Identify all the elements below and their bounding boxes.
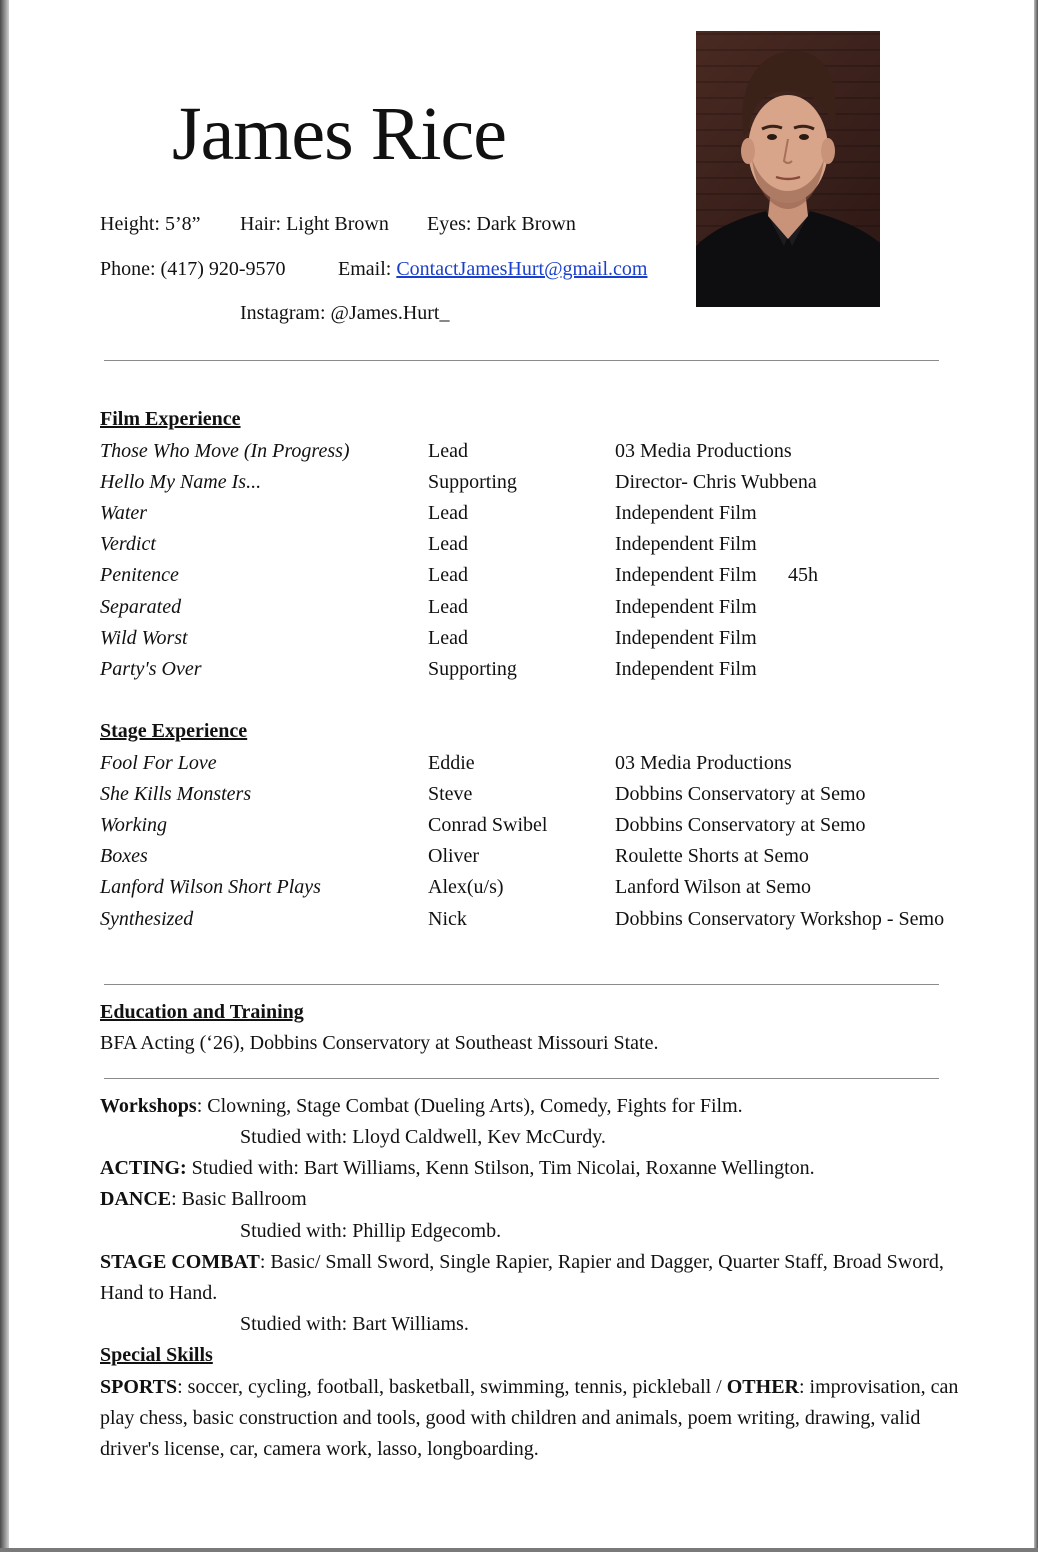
film-company: Director- Chris Wubbena (615, 471, 817, 493)
combat-line (100, 1247, 944, 1278)
eyes-info: Eyes: Dark Brown (427, 213, 576, 235)
dance-text: : Basic Ballroom (171, 1188, 307, 1210)
film-role: Lead (428, 440, 468, 462)
film-company: 03 Media Productions (615, 440, 792, 462)
stage-company: Lanford Wilson at Semo (615, 876, 812, 898)
phone-info: Phone: (417) 920-9570 (100, 258, 286, 280)
page-edge-bottom (0, 1548, 1038, 1552)
film-role: Supporting (428, 658, 517, 680)
combat-text: : Basic/ Small Sword, Single Rapier, Rapier and Dagger, Quarter Staff, Broad Sword, (259, 1251, 944, 1273)
combat-studied: Studied with: Bart Williams. (240, 1313, 469, 1335)
film-role: Lead (428, 627, 468, 649)
film-role: Supporting (428, 471, 517, 493)
workshops-text: : Clowning, Stage Combat (Dueling Arts), Comedy, Fights for Film. (196, 1095, 743, 1117)
stage-row (100, 843, 960, 874)
email-label: Email: (338, 258, 392, 280)
stage-role: Alex(u/s) (428, 876, 504, 898)
stage-row (100, 812, 960, 843)
film-role: Lead (428, 533, 468, 555)
film-role: Lead (428, 564, 468, 586)
stage-row (100, 750, 960, 781)
stage-title: Lanford Wilson Short Plays (100, 876, 321, 898)
stage-title: Fool For Love (100, 752, 217, 774)
acting-label: ACTING: (100, 1157, 187, 1179)
stage-role: Eddie (428, 752, 475, 774)
film-row (100, 531, 960, 562)
film-role: Lead (428, 502, 468, 524)
film-company: Independent Film (615, 658, 757, 680)
film-extra: 45h (788, 564, 818, 586)
combat-line-2: Hand to Hand. (100, 1282, 218, 1304)
film-company: Independent Film (615, 502, 757, 524)
stage-row (100, 874, 960, 905)
acting-text: Studied with: Bart Williams, Kenn Stilson, Tim Nicolai, Roxanne Wellington. (186, 1157, 815, 1179)
skills-line-1 (100, 1372, 958, 1403)
skills-line-3: driver's license, car, camera work, lasso, longboarding. (100, 1438, 539, 1460)
film-title: Wild Worst (100, 627, 188, 649)
stage-company: 03 Media Productions (615, 752, 792, 774)
stage-company: Dobbins Conservatory at Semo (615, 814, 866, 836)
acting-line (100, 1153, 815, 1184)
resume-name: James Rice (172, 92, 507, 176)
education-degree: BFA Acting (‘26), Dobbins Conservatory at Southeast Missouri State. (100, 1032, 659, 1054)
film-company: Independent Film (615, 533, 757, 555)
stage-title: She Kills Monsters (100, 783, 252, 805)
stage-role: Conrad Swibel (428, 814, 548, 836)
email-link[interactable]: ContactJamesHurt@gmail.com (396, 258, 648, 280)
skills-line-2: play chess, basic construction and tools, good with children and animals, poem writing, drawing, valid (100, 1407, 921, 1429)
divider-middle (104, 984, 939, 985)
film-row (100, 438, 960, 469)
stage-role: Oliver (428, 845, 480, 867)
dance-label: DANCE (100, 1188, 172, 1210)
email-info (338, 257, 647, 281)
dance-studied: Studied with: Phillip Edgecomb. (240, 1220, 502, 1242)
stage-title: Synthesized (100, 908, 194, 930)
sports-text: : soccer, cycling, football, basketball, swimming, tennis, pickleball / (177, 1376, 727, 1398)
education-section-title: Education and Training (100, 1001, 304, 1023)
page-edge-right (1034, 0, 1038, 1552)
film-row (100, 500, 960, 531)
headshot-illustration (696, 31, 880, 307)
divider-top (104, 360, 939, 361)
workshops-label: Workshops (100, 1095, 197, 1117)
film-title: Separated (100, 596, 182, 618)
film-row (100, 656, 960, 687)
sports-label: SPORTS (100, 1376, 178, 1398)
other-text: : improvisation, can (799, 1376, 959, 1398)
height-info: Height: 5’8” (100, 213, 201, 235)
film-section-title: Film Experience (100, 408, 241, 430)
film-company: Independent Film (615, 564, 757, 586)
stage-title: Boxes (100, 845, 148, 867)
stage-section-title: Stage Experience (100, 720, 248, 742)
workshops-studied: Studied with: Lloyd Caldwell, Kev McCurdy. (240, 1126, 606, 1148)
film-row (100, 562, 960, 593)
film-title: Verdict (100, 533, 156, 555)
stage-role: Nick (428, 908, 467, 930)
stage-row (100, 781, 960, 812)
dance-line (100, 1184, 307, 1215)
other-label: OTHER (726, 1376, 799, 1398)
page-edge-left (0, 0, 9, 1552)
headshot-photo (696, 31, 880, 307)
film-title: Party's Over (100, 658, 202, 680)
combat-label: STAGE COMBAT (100, 1251, 260, 1273)
divider-lower (104, 1078, 939, 1079)
film-role: Lead (428, 596, 468, 618)
film-row (100, 469, 960, 500)
instagram-info: Instagram: @James.Hurt_ (240, 302, 450, 324)
stage-role: Steve (428, 783, 473, 805)
stage-title: Working (100, 814, 168, 836)
film-title: Penitence (100, 564, 179, 586)
workshops-line (100, 1091, 743, 1122)
film-title: Hello My Name Is... (100, 471, 262, 493)
stage-company: Roulette Shorts at Semo (615, 845, 809, 867)
film-title: Those Who Move (In Progress) (100, 440, 350, 462)
film-company: Independent Film (615, 596, 757, 618)
stage-company: Dobbins Conservatory at Semo (615, 783, 866, 805)
skills-section-title: Special Skills (100, 1344, 213, 1366)
film-row (100, 625, 960, 656)
film-row (100, 594, 960, 625)
stage-company: Dobbins Conservatory Workshop - Semo (615, 908, 945, 930)
stage-row (100, 906, 960, 937)
film-company: Independent Film (615, 627, 757, 649)
hair-info: Hair: Light Brown (240, 213, 389, 235)
film-title: Water (100, 502, 148, 524)
